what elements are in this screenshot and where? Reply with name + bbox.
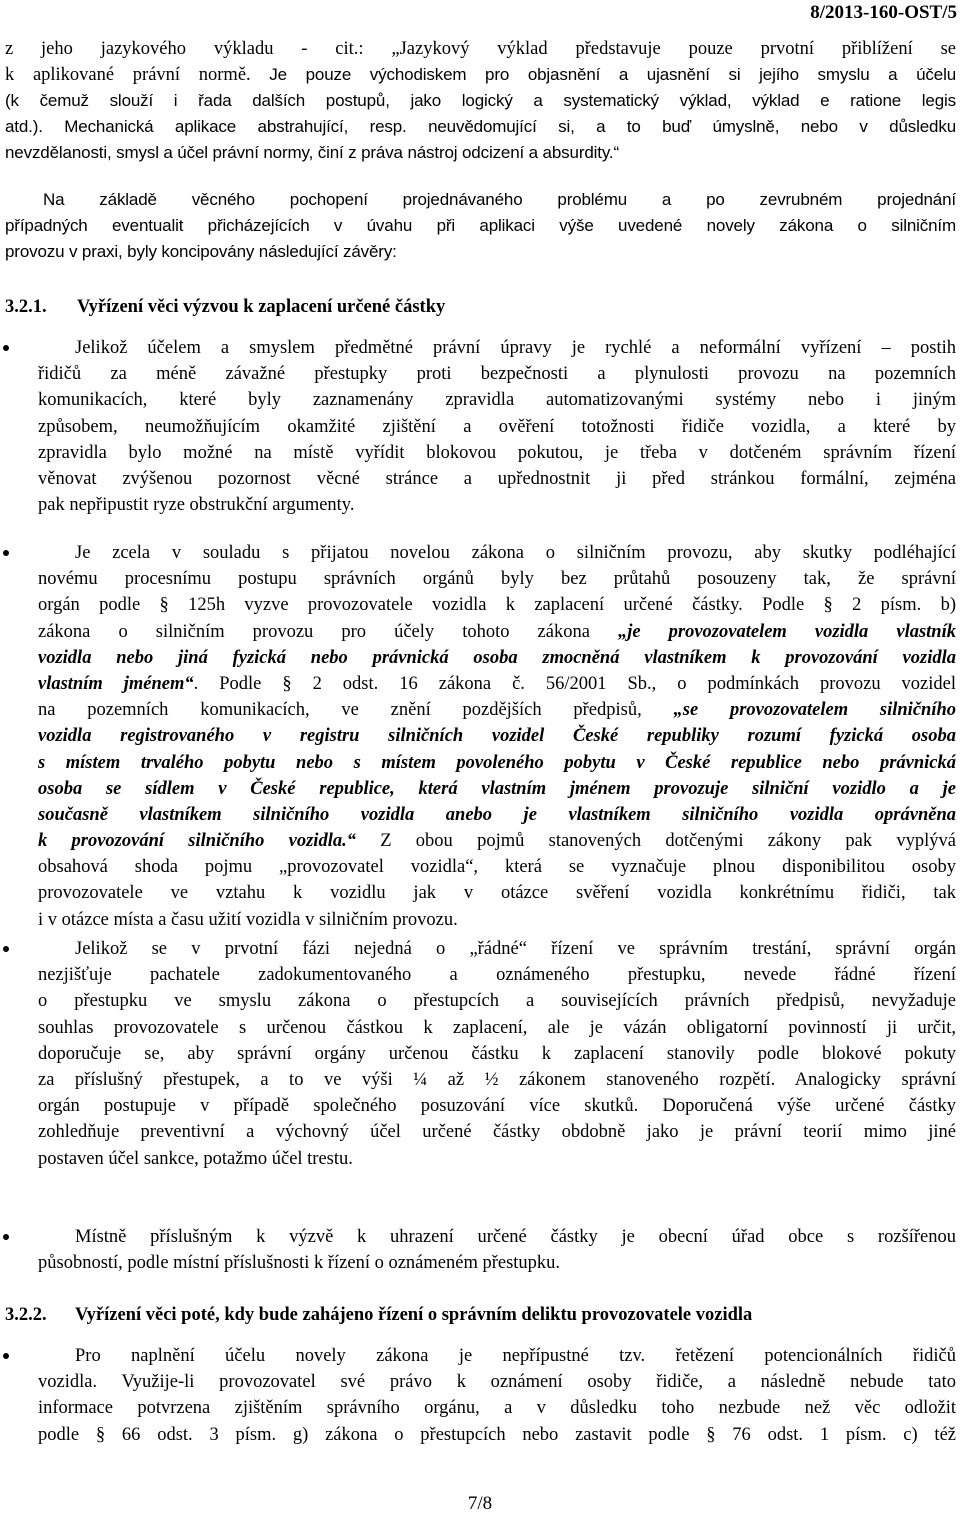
bullet-dot-icon [3, 1234, 9, 1240]
bullet-line: zohledňuje preventivní a výchovný účel určené částky obdobně jako je právní teorií mimo jiné [38, 1122, 956, 1143]
intro-line: (k čemuž slouží i řada dalších postupů, jako logický a systematický výklad, výklad e ratione legis [5, 91, 956, 110]
bullet-line: komunikacích, které byly zaznamenány zpravidla automatizovanými systémy nebo i jiným [38, 390, 956, 411]
bullet-dot-icon [3, 345, 9, 351]
bullet-line: postaven účel sankce, potažmo účel trestu. [38, 1148, 353, 1169]
section-heading [5, 294, 445, 320]
bullet-line: působností, podle místní příslušnosti k řízení o oznámeném přestupku. [38, 1253, 561, 1274]
text-run: . Podle § 2 odst. 16 zákona č. 56/2001 Sb., o podmínkách provozu vozidel [193, 673, 957, 694]
section-number: 3.2.2. [5, 1305, 47, 1325]
emphasis-run: „je provozovatelem vozidla vlastník [617, 621, 956, 642]
document-id: 8/2013-160-OST/5 [810, 2, 957, 23]
bullet-paragraph-5 [38, 1343, 956, 1448]
intro-line [5, 62, 956, 88]
bullet-line: pak nepřipustit ryze obstrukční argumenty. [38, 495, 355, 516]
section-heading [5, 1302, 752, 1328]
section-title: Vyřízení věci poté, kdy bude zahájeno řízení o správním deliktu provozovatele vozidla [75, 1305, 753, 1325]
bullet-line: Jelikož účelem a smyslem předmětné právní úpravy je rychlé a neformální vyřízení – postih [75, 338, 956, 358]
bullet-line: způsobem, neumožňujícím okamžité zjištění a ověření totožnosti řidiče vozidla, a které by [38, 416, 956, 437]
bullet-line: Jelikož se v prvotní fázi nejedná o „řádné“ řízení ve správním trestání, správní orgán [75, 939, 956, 959]
bullet-line: s místem trvalého pobytu nebo s místem povoleného pobytu v České republice nebo právnická [38, 752, 956, 773]
bullet-line: současně vlastníkem silničního vozidla anebo je vlastníkem silničního vozidla oprávněna [38, 804, 956, 825]
bullet-paragraph-1 [38, 335, 956, 518]
bullet-line: osoba se sídlem v České republice, která vlastním jménem provozuje silniční vozidlo a je [38, 778, 956, 799]
bullet-line: i v otázce místa a času užití vozidla v silničním provozu. [38, 909, 458, 930]
intro-line-serif: k aplikované právní normě. [5, 65, 251, 85]
bullet-dot-icon [3, 946, 9, 952]
emphasis-run: k provozování silničního vozidla.“ [38, 831, 356, 852]
text-run: Z obou pojmů stanovených dotčenými zákony pak vyplývá [355, 831, 956, 852]
bullet-line: řidičů za méně závažné přestupky proti bezpečnosti a plynulosti provozu na pozemních [38, 364, 956, 385]
bullet-line: Pro naplnění účelu novely zákona je nepřípustné tzv. řetězení potencionálních řidičů [75, 1346, 956, 1366]
bullet-line: Místně příslušným k výzvě k uhrazení určené částky je obecní úřad obce s rozšířenou [75, 1227, 956, 1247]
bullet-line: souhlas provozovatele s určenou částkou k zaplacení, ale je vázán obligatorní povinností ji určit, [38, 1017, 956, 1038]
bullet-line: za příslušný přestupek, a to ve výši ¼ až ½ zákonem stanoveného rozpětí. Analogicky správní [38, 1069, 956, 1090]
bullet-line: doporučuje se, aby správní orgány určenou částku k zaplacení stanovily podle blokové pokuty [38, 1043, 956, 1064]
intro-line: nevzdělanosti, smysl a účel právní normy, činí z práva nástroj odcizení a absurdity.“ [5, 143, 620, 162]
emphasis-run: vlastním jménem“ [38, 673, 194, 694]
bullet-line: o přestupku ve smyslu zákona o přestupcích a souvisejících právních předpisů, nevyžaduje [38, 991, 956, 1012]
intro-paragraph [5, 36, 956, 166]
bullet-line: vozidla nebo jiná fyzická nebo právnická osoba zmocněná vlastníkem k provozování vozidla [38, 647, 956, 668]
bullet-line: zpravidla bylo možné na místě vyřídit blokovou pokutou, je třeba v dotčeném správním řízení [38, 442, 956, 463]
page-number: 7/8 [467, 1493, 493, 1514]
section-title: Vyřízení věci výzvou k zaplacení určené částky [77, 297, 446, 317]
bullet-line: vozidla. Využije-li provozovatel své právo k oznámení osoby řidiče, a následně nebude tato [38, 1372, 956, 1393]
bullet-line: věnovat zvýšenou pozornost věcné stránce a upřednostnit ji před stránkou formální, zejména [38, 468, 956, 489]
bullet-line: provozovatele ve vztahu k vozidlu jak v otázce svěření vozidla konkrétnímu řidiči, tak [38, 883, 956, 904]
bullet-line: obsahová shoda pojmu „provozovatel vozidla“, která se vyznačuje plnou disponibilitou osoby [38, 857, 956, 878]
basis-line: provozu v praxi, byly koncipovány následující závěry: [5, 242, 397, 261]
bullet-line: informace potvrzena zjištěním správního orgánu, a v důsledku toho nezbude než věc odložit [38, 1398, 956, 1419]
bullet-paragraph-4 [38, 1224, 956, 1276]
bullet-line [38, 671, 956, 697]
bullet-line [38, 828, 956, 854]
bullet-line: nezjišťuje pachatele zadokumentovaného a oznámeného přestupku, nevede řádné řízení [38, 965, 956, 986]
bullet-paragraph-3 [38, 936, 956, 1172]
text-run: na pozemních komunikacích, ve znění pozdějších předpisů, [38, 700, 674, 721]
bullet-line [38, 697, 956, 723]
intro-line: atd.). Mechanická aplikace abstrahující, resp. neuvědomující si, a to buď úmyslně, nebo v důsledku [5, 117, 956, 136]
bullet-line: orgán postupuje v případě společného posuzování více skutků. Doporučená výše určené částky [38, 1096, 956, 1117]
emphasis-run: „se provozovatelem silničního [673, 700, 956, 721]
basis-paragraph [5, 187, 956, 265]
basis-line: případných eventualit přicházejících v úvahu při aplikaci výše uvedené novely zákona o silničním [5, 216, 956, 235]
bullet-line [38, 619, 956, 645]
bullet-line: podle § 66 odst. 3 písm. g) zákona o přestupcích nebo zastavit podle § 76 odst. 1 písm. c) též [38, 1424, 956, 1445]
bullet-line: Je zcela v souladu s přijatou novelou zákona o silničním provozu, aby skutky podléhající [75, 543, 956, 563]
bullet-dot-icon [3, 1353, 9, 1359]
basis-line: Na základě věcného pochopení projednávaného problému a po zevrubném projednání [43, 190, 956, 209]
text-run: zákona o silničním provozu pro účely tohoto zákona [38, 621, 618, 642]
bullet-line: novému procesnímu postupu správních orgánů byly bez průtahů posouzeny tak, že správní [38, 569, 956, 590]
bullet-dot-icon [3, 550, 9, 556]
bullet-line: vozidla registrovaného v registru silničních vozidel České republiky rozumí fyzická osoba [38, 726, 956, 747]
intro-line: z jeho jazykového výkladu - cit.: „Jazykový výklad představuje pouze prvotní přiblížení se [5, 39, 956, 59]
bullet-paragraph-2 [38, 540, 956, 933]
intro-line-sans: Je pouze východiskem pro objasnění a ujasnění si jejího smyslu a účelu [250, 65, 956, 84]
section-number: 3.2.1. [5, 297, 47, 317]
bullet-line: orgán podle § 125h vyzve provozovatele vozidla k zaplacení určené částky. Podle § 2 písm. b) [38, 595, 956, 616]
